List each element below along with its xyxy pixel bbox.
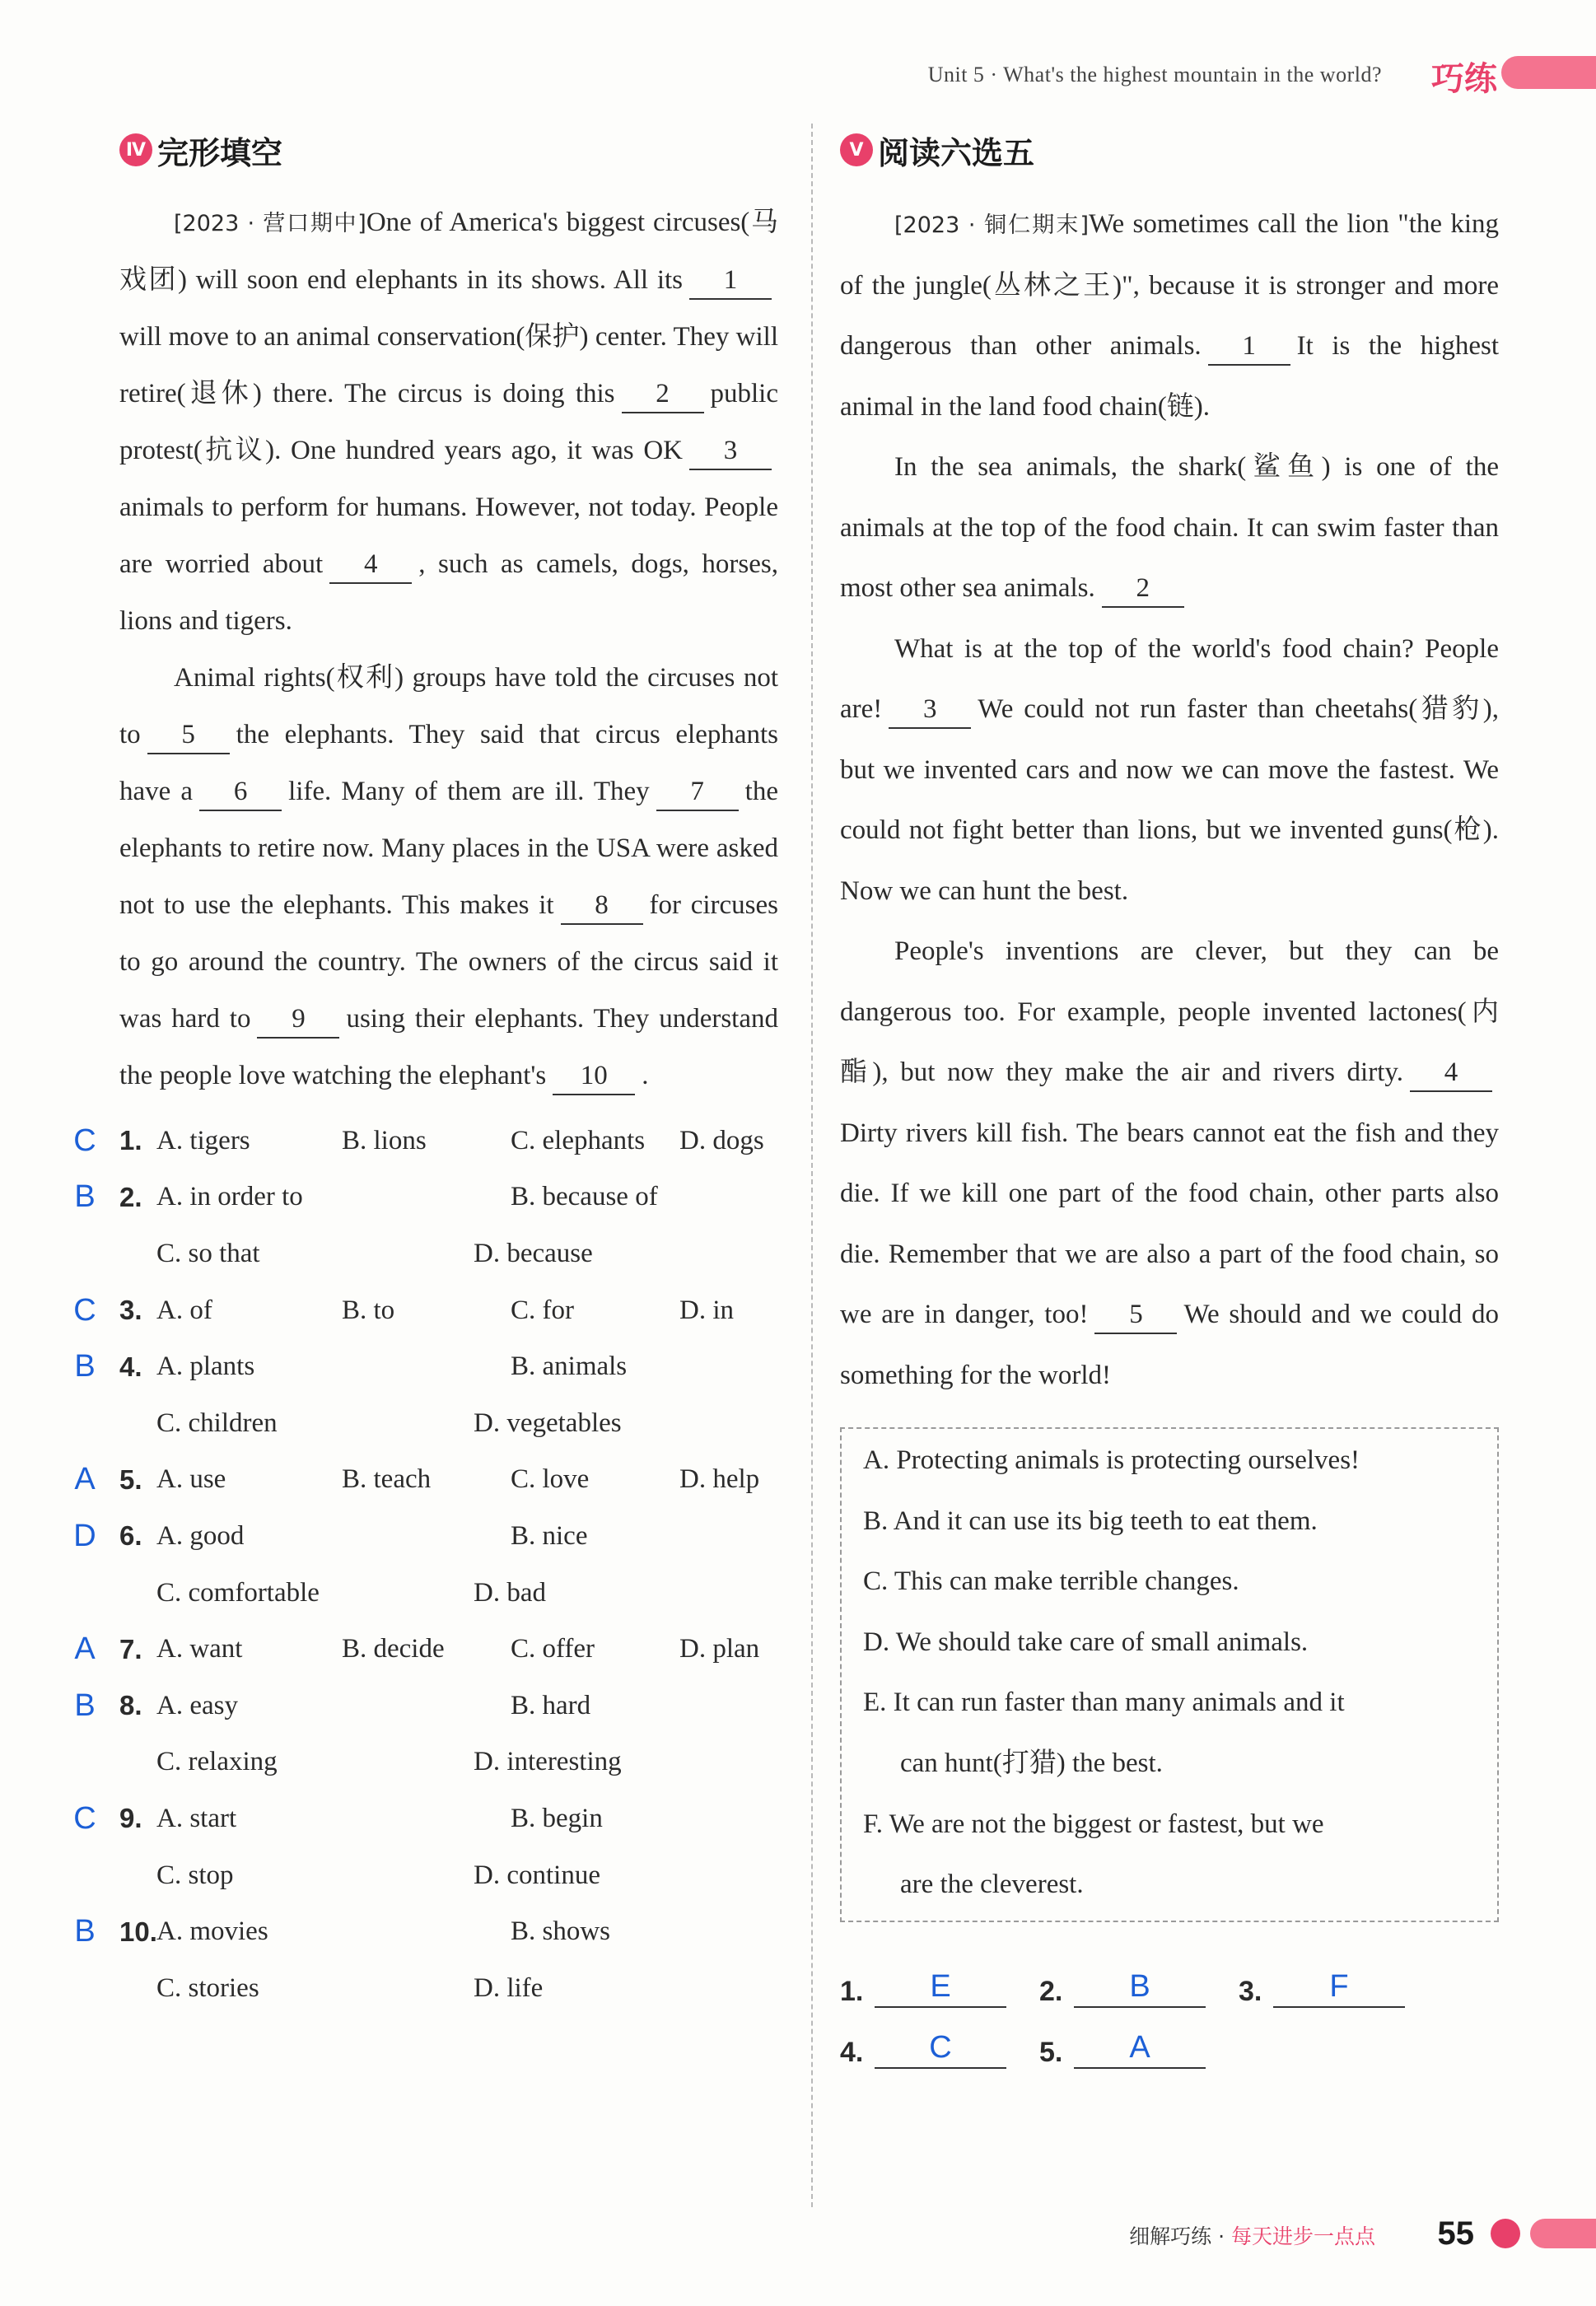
option-a: A. of (156, 1295, 212, 1325)
option-d: D. help (679, 1464, 760, 1495)
answer-number: 4. (840, 2036, 864, 2068)
reading-blank: 3 (889, 691, 971, 729)
option-c: C. children (156, 1407, 278, 1438)
answer-item (1039, 1967, 1239, 2008)
cloze-blank: 7 (656, 773, 739, 811)
reading-paragraph-2: In the sea animals, the shark(鲨鱼) is one of the animals at the top of the food chain. It can swim faster than most other sea animals. 2 (840, 437, 1499, 619)
reading-section (840, 124, 1499, 2069)
question-row (74, 1169, 778, 1226)
answer-number: 1. (840, 1975, 864, 2007)
option-item: F. We are not the biggest or fastest, but we (863, 1809, 1324, 1839)
handwritten-answer: B (74, 1687, 96, 1723)
section-title-cloze (119, 124, 778, 176)
option-b: B. decide (342, 1634, 445, 1664)
handwritten-answer: A (74, 1462, 96, 1497)
cloze-blank: 10 (553, 1057, 635, 1095)
option-item: E. It can run faster than many animals and it (863, 1687, 1345, 1718)
question-row-cont (119, 1225, 778, 1282)
footer-slogan: 细解巧练 · 每天进步一点点 (1129, 2224, 1375, 2248)
footer-dot-icon (1491, 2219, 1520, 2248)
question-row (73, 1282, 778, 1339)
page-header (0, 51, 1596, 100)
option-b: B. because of (511, 1182, 658, 1212)
question-number: 4. (119, 1351, 142, 1382)
option-c: C. stories (156, 1972, 259, 2003)
cloze-blank: 9 (257, 1001, 339, 1039)
question-row (74, 1678, 778, 1734)
option-d: D. in (679, 1295, 734, 1325)
option-item: B. And it can use its big teeth to eat them. (863, 1505, 1318, 1536)
handwritten-answer: C (73, 1292, 96, 1328)
option-b: B. lions (342, 1125, 427, 1155)
answer-number: 5. (1039, 2036, 1063, 2068)
reading-blank: 2 (1102, 570, 1184, 608)
section-number-badge: Ⅴ (840, 133, 873, 166)
option-a: A. easy (156, 1690, 238, 1720)
source-tag: [2023 · 铜仁期末] (894, 212, 1089, 238)
answer-item (840, 1967, 1039, 2008)
section-title-text: 完形填空 (157, 134, 283, 171)
footer-accent-bar (1530, 2219, 1596, 2248)
answer-blanks (840, 1947, 1499, 2069)
option-d: D. bad (474, 1577, 546, 1608)
option-a: A. in order to (156, 1182, 303, 1212)
option-c: C. love (511, 1464, 590, 1495)
option-c: C. for (511, 1295, 574, 1325)
handwritten-answer: C (73, 1800, 96, 1836)
question-row-cont (119, 1847, 778, 1904)
question-row-cont (119, 1395, 778, 1452)
reading-blank: 1 (1208, 328, 1290, 366)
option-a: A. start (156, 1803, 237, 1833)
cloze-paragraph-1: [2023 · 营口期中]One of America's biggest circuses(马戏团) will soon end elephants in its shows. All its 1will move to an animal conservation(保护) center. They will retire(退休) there. The circus is doing this 2 public protest(抗议). One hundred years ago, it was OK 3animals to perform for humans. However, not today. People are worried about 4 , such as camels, dogs, horses, lions and tigers. (119, 208, 779, 636)
option-item: D. We should take care of small animals. (863, 1627, 1309, 1657)
answer-number: 3. (1239, 1975, 1262, 2007)
reading-paragraph-1: [2023 · 铜仁期末]We sometimes call the lion "the king of the jungle(丛林之王)", because it is stronger and more dangerous than other animals. 1 It is the highest animal in the land food chain(链). (840, 209, 1500, 422)
page-number: 55 (1437, 2215, 1474, 2252)
question-number: 1. (119, 1125, 142, 1156)
question-row (73, 1113, 778, 1169)
cloze-blank: 4 (329, 546, 412, 584)
handwritten-answer: B (74, 1914, 96, 1949)
option-c: C. so that (156, 1238, 260, 1268)
cloze-blank: 6 (199, 773, 282, 811)
source-tag: [2023 · 营口期中] (174, 211, 366, 236)
question-number: 7. (119, 1633, 142, 1664)
option-d: D. continue (474, 1860, 600, 1890)
option-d: D. life (474, 1972, 544, 2003)
question-row (74, 1903, 778, 1960)
cloze-blank: 2 (622, 376, 704, 413)
option-item-cont: are the cleverest. (900, 1870, 1084, 1900)
cloze-paragraph-2: Animal rights(权利) groups have told the circuses not to 5 the elephants. They said that circus elephants have a 6 life. Many of them are ill. They 7 the elephants to retire now. Many places in the USA were asked not to use the elephants. This makes it 8 for circuses to go around the country. The owners of the circus said it was hard to 9 using their elephants. They understand the people love watching the elephant's 10 . (119, 650, 778, 1104)
option-a: A. use (156, 1464, 226, 1495)
cloze-blank: 8 (561, 887, 643, 925)
option-b: B. animals (511, 1351, 628, 1382)
question-number: 6. (119, 1520, 142, 1552)
question-number: 9. (119, 1803, 142, 1834)
handwritten-answer: D (73, 1518, 96, 1553)
option-item: A. Protecting animals is protecting ourselves! (863, 1445, 1360, 1475)
section-title-reading (840, 124, 1499, 176)
cloze-blank: 5 (147, 717, 230, 754)
unit-title: Unit 5 · What's the highest mountain in the world? (927, 63, 1382, 86)
answer-item (1239, 1967, 1438, 2008)
option-a: A. tigers (156, 1125, 250, 1155)
cloze-blank: 1 (689, 262, 772, 300)
reading-blank: 5 (1094, 1296, 1177, 1334)
question-row (74, 1452, 778, 1509)
reading-blank: 4 (1410, 1054, 1492, 1092)
handwritten-answer: E (875, 1967, 1006, 2008)
option-b: B. hard (511, 1690, 591, 1720)
handwritten-answer: F (1273, 1967, 1405, 2008)
reading-paragraph-3: What is at the top of the world's food chain? People are! 3 We could not run faster than cheetahs(猎豹), but we invented cars and now we can move the fastest. We could not fight better than lions, but we invented guns(枪). Now we can hunt the best. (840, 633, 1499, 906)
question-number: 2. (119, 1181, 142, 1212)
option-item-cont: can hunt(打猎) the best. (900, 1748, 1163, 1778)
handwritten-answer: C (73, 1123, 96, 1158)
question-row-cont (119, 1734, 778, 1791)
option-a: A. movies (156, 1916, 268, 1947)
handwritten-answer: B (74, 1179, 96, 1215)
brand-label: 巧练 (1431, 60, 1497, 98)
option-d: D. interesting (474, 1747, 622, 1777)
option-d: D. dogs (679, 1125, 764, 1155)
option-b: B. teach (342, 1464, 432, 1495)
section-title-text: 阅读六选五 (878, 134, 1035, 171)
handwritten-answer: A (74, 1631, 96, 1667)
cloze-options (73, 1113, 778, 2017)
question-number: 3. (119, 1295, 142, 1326)
answer-row (840, 2008, 1499, 2069)
option-c: C. comfortable (156, 1577, 320, 1608)
answer-item (1039, 2028, 1239, 2069)
column-divider (811, 124, 813, 2207)
handwritten-answer: C (875, 2028, 1006, 2069)
question-row (74, 1621, 778, 1678)
section-number-badge: Ⅳ (119, 133, 152, 166)
question-row (73, 1790, 778, 1847)
answer-row (840, 1947, 1499, 2008)
option-c: C. relaxing (156, 1747, 278, 1777)
option-a: A. want (156, 1634, 243, 1664)
cloze-section (73, 124, 779, 2017)
option-b: B. to (342, 1295, 395, 1325)
option-d: D. vegetables (474, 1407, 622, 1438)
question-row (74, 1338, 778, 1395)
option-b: B. nice (511, 1520, 588, 1551)
option-c: C. stop (156, 1860, 234, 1890)
reading-paragraph-4: People's inventions are clever, but they can be dangerous too. For example, people invented lactones(内酯), but now they make the air and rivers dirty. 4Dirty rivers kill fish. The bears cannot eat the fish and they die. If we kill one part of the food chain, other parts also die. Remember that we are also a part of the food chain, so we are in danger, too! 5 We should and we could do something for the world! (840, 936, 1499, 1390)
options-box (840, 1427, 1499, 1922)
question-number: 8. (119, 1690, 142, 1721)
option-b: B. shows (511, 1916, 611, 1947)
option-a: A. plants (156, 1351, 255, 1382)
answer-item (840, 2028, 1039, 2069)
question-number: 5. (119, 1463, 142, 1495)
question-row-cont (119, 1565, 778, 1622)
handwritten-answer: B (1074, 1967, 1206, 2008)
answer-number: 2. (1039, 1975, 1063, 2007)
option-d: D. plan (679, 1634, 760, 1664)
page-footer (0, 2207, 1596, 2257)
option-b: B. begin (511, 1803, 603, 1833)
question-number: 10. (119, 1916, 157, 1947)
reading-passage (840, 194, 1499, 1406)
handwritten-answer: B (74, 1349, 96, 1384)
option-d: D. because (474, 1238, 593, 1268)
question-row (73, 1508, 778, 1565)
cloze-blank: 3 (689, 432, 772, 470)
option-item: C. This can make terrible changes. (863, 1566, 1239, 1597)
option-c: C. elephants (511, 1125, 646, 1155)
question-row-cont (119, 1960, 778, 2017)
option-a: A. good (156, 1520, 245, 1551)
option-c: C. offer (511, 1634, 595, 1664)
header-accent-bar (1501, 56, 1596, 89)
cloze-passage (119, 194, 778, 1104)
handwritten-answer: A (1074, 2028, 1206, 2069)
